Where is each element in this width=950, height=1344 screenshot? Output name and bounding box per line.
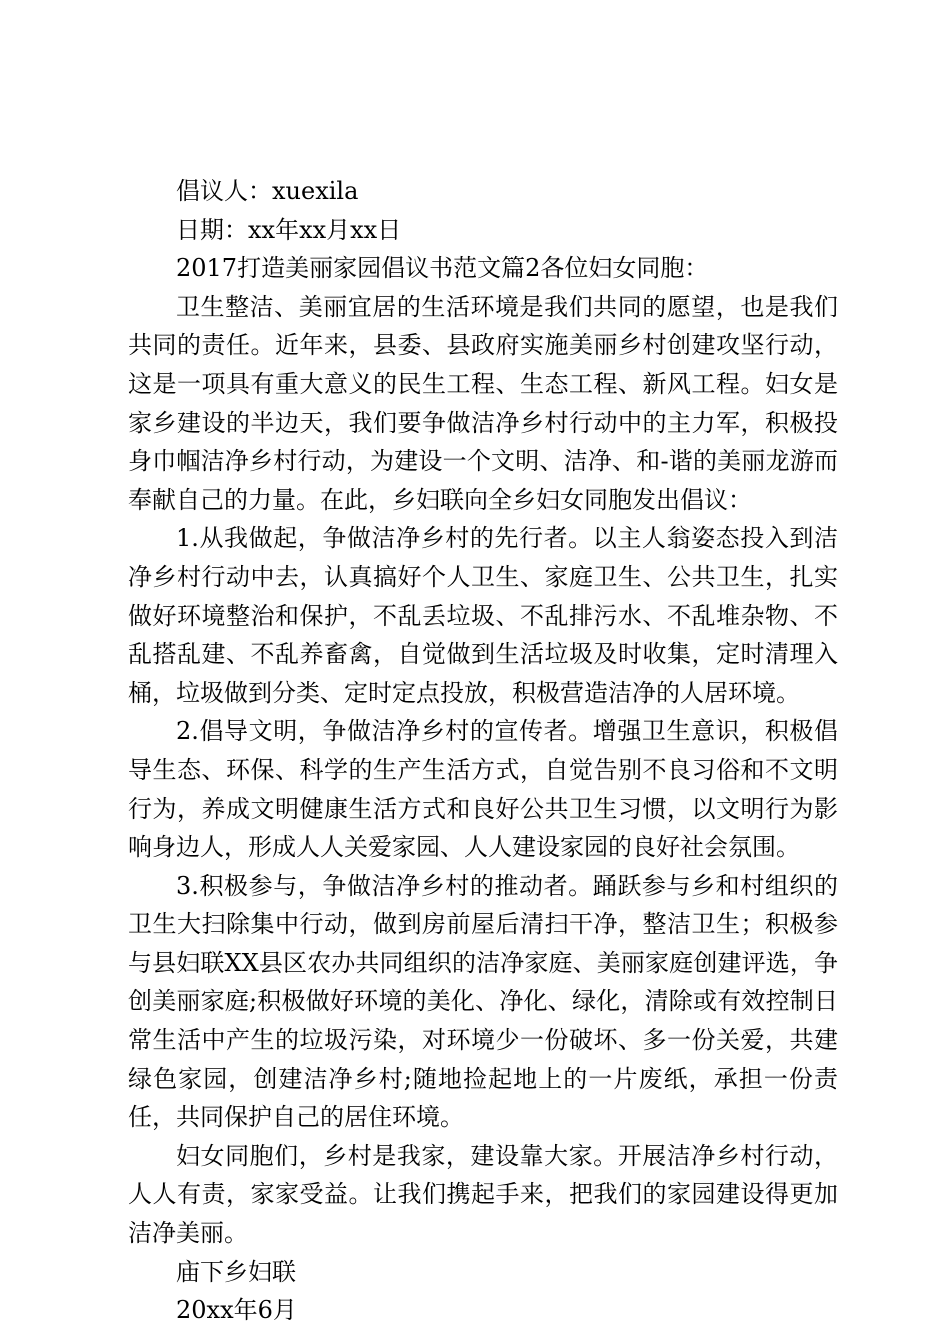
title-line: 2017打造美丽家园倡议书范文篇2各位妇女同胞： (176, 254, 709, 283)
proposer-line: 倡议人：xuexila (176, 177, 359, 205)
paragraph-closing: 妇女同胞们，乡村是我家，建设靠大家。开展洁净乡村行动，人人有责，家家受益。让我们携起手来，把我们的家园建设得更加洁净美丽。 (128, 1141, 838, 1248)
date-line: 日期：xx年xx月xx日 (176, 215, 402, 244)
paragraph-intro: 卫生整洁、美丽宜居的生活环境是我们共同的愿望，也是我们共同的责任。近年来，县委、县政府实施美丽乡村创建攻坚行动，这是一项具有重大意义的民生工程、生态工程、新风工程。妇女是家乡建设的半边天，我们要争做洁净乡村行动中的主力军，积极投身巾帼洁净乡村行动，为建设一个文明、洁净、和-谐的美丽龙游而奉献自己的力量。在此，乡妇联向全乡妇女同胞发出倡议： (128, 292, 838, 514)
signature: 庙下乡妇联 (176, 1257, 296, 1286)
paragraph-item-2: 2.倡导文明，争做洁净乡村的宣传者。增强卫生意识，积极倡导生态、环保、科学的生产生活方式，自觉告别不良习俗和不文明行为，养成文明健康生活方式和良好公共卫生习惯，以文明行为影响身边人，形成人人关爱家园、人人建设家园的良好社会氛围。 (128, 717, 838, 862)
document-body (128, 172, 838, 1330)
paragraph-item-1: 1.从我做起，争做洁净乡村的先行者。以主人翁姿态投入到洁净乡村行动中去，认真搞好个人卫生、家庭卫生、公共卫生，扎实做好环境整治和保护，不乱丢垃圾、不乱排污水、不乱堆杂物、不乱搭乱建、不乱养畜禽，自觉做到生活垃圾及时收集，定时清理入桶，垃圾做到分类、定时定点投放，积极营造洁净的人居环境。 (128, 524, 838, 707)
sign-date: 20xx年6月 (176, 1296, 297, 1325)
paragraph-item-3: 3.积极参与，争做洁净乡村的推动者。踊跃参与乡和村组织的卫生大扫除集中行动，做到房前屋后清扫干净，整洁卫生；积极参与县妇联XX县区农办共同组织的洁净家庭、美丽家庭创建评选，争创美丽家庭;积极做好环境的美化、净化、绿化，清除或有效控制日常生活中产生的垃圾污染，对环境少一份破坏、多一份关爱，共建绿色家园，创建洁净乡村;随地捡起地上的一片废纸，承担一份责任，共同保护自己的居住环境。 (128, 871, 838, 1132)
